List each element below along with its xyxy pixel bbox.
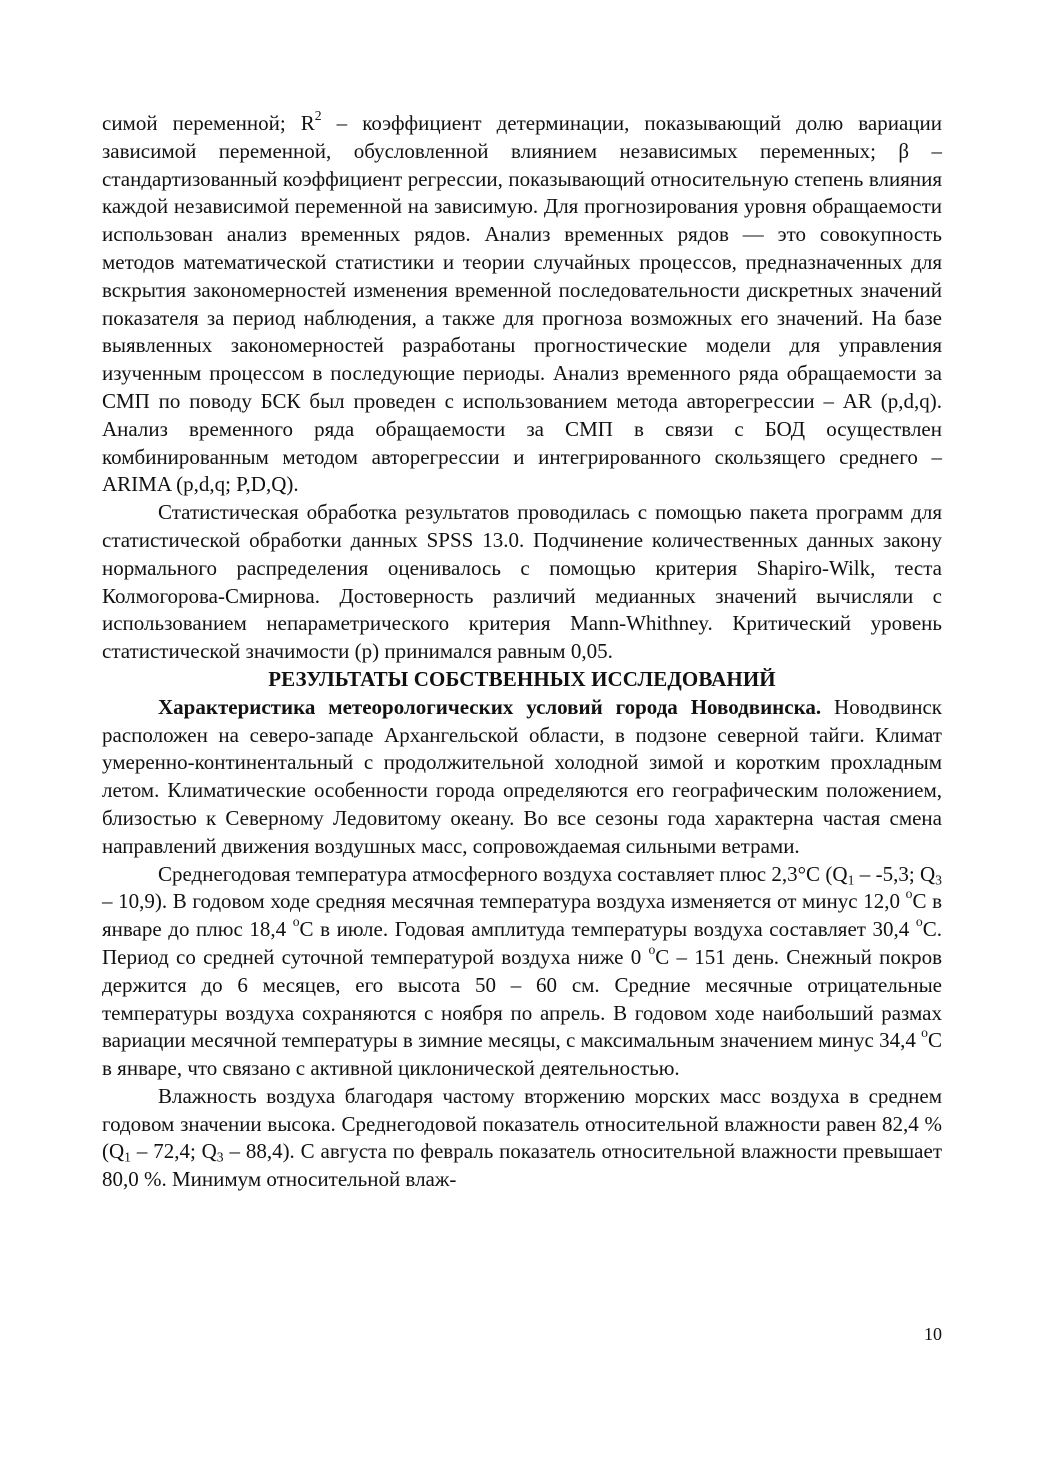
paragraph-climate — [102, 694, 942, 861]
paragraph-text: – 88,4). С августа по февраль показатель относительной влажности превышает 80,0 %. Минимум относительной влаж- — [102, 1139, 942, 1192]
paragraph-text: – коэффициент детерминации, показывающий долю вариации зависимой переменной, обусловленной влиянием независимых переменных; β – стандартизованный коэффициент регрессии, показывающий относительную степень влияния каждой независимой переменной на зависимую. Для прогнозирования уровня обращаемости использован анализ временных рядов. Анализ временных рядов — это совокупность методов математической статистики и теории случайных процессов, предназначенных для вскрытия закономерностей изменения временной последовательности дискретных значений показателя за период наблюдения, а также для прогноза возможных его значений. На базе выявленных закономерностей разработаны прогностические модели для управления изученным процессом в последующие периоды. Анализ временного ряда обращаемости за СМП по поводу БСК был проведен с использованием метода авторегрессии – AR (p,d,q). Анализ временного ряда обращаемости за СМП в связи с БОД осуществлен комбинированным методом авторегрессии и интегрированного скользящего среднего – ARIMA (p,d,q; P,D,Q). — [102, 111, 942, 497]
paragraph-text: Новодвинск расположен на северо-западе Архангельской области, в подзоне северной тайги. Климат умеренно-континентальный с продолжительной холодной зимой и коротким прохладным летом. Климатические особенности города определяются его географическим положением, близостью к Северному Ледовитому океану. Во все сезоны года характерна частая смена направлений движения воздушных масс, сопровождаемая сильными ветрами. — [102, 694, 942, 858]
paragraph-text: – 72,4; Q — [131, 1139, 217, 1164]
paragraph-text: С в январе до плюс 18,4 — [102, 889, 942, 942]
paragraph-text: С. Период со средней суточной температурой воздуха ниже 0 — [102, 917, 942, 969]
document-page — [102, 107, 942, 1194]
paragraph-statistics: Статистическая обработка результатов проводилась с помощью пакета программ для статистической обработки данных SPSS 13.0. Подчинение количественных данных закону нормального распределения оценивалось с помощью критерия Shapiro-Wilk, теста Колмогорова-Смирнова. Достоверность различий медианных значений вычисляли с использованием непараметрического критерия Mann-Whithney. Критический уровень статистической значимости (р) принимался равным 0,05. — [102, 500, 942, 664]
paragraph-temperature — [102, 861, 942, 1083]
paragraph-text: – -5,3; Q — [854, 861, 936, 886]
subscript: 3 — [935, 871, 942, 887]
paragraph-text: С – 151 день. Снежный покров держится до 6 месяцев, его высота 50 – 60 см. Средние месячные отрицательные температуры воздуха сохраняются с ноября по апрель. В годовом ходе наибольший размах вариации месячной температуры в зимние месяцы, с максимальным значением минус 34,4 — [102, 944, 942, 1053]
degree-superscript: о — [905, 886, 913, 902]
degree-superscript: о — [648, 941, 656, 957]
degree-superscript: о — [915, 913, 923, 929]
subsection-heading: Характеристика метеорологических условий города Новодвинска. — [158, 694, 822, 719]
degree-superscript: о — [292, 913, 300, 929]
section-heading: РЕЗУЛЬТАТЫ СОБСТВЕННЫХ ИССЛЕДОВАНИЙ — [268, 666, 776, 691]
superscript: 2 — [314, 107, 322, 123]
paragraph-text: Влажность воздуха благодаря частому вторжению морских масс воздуха в среднем годовом значении высока. Среднегодовой показатель относительной влажности равен 82,4 % (Q — [102, 1083, 942, 1164]
paragraph-regression — [102, 107, 942, 499]
subscript: 1 — [847, 871, 855, 887]
paragraph-text: – 10,9). В годовом ходе средняя месячная температура воздуха изменяется от минус 12,0 — [102, 889, 906, 914]
paragraph-humidity — [102, 1083, 942, 1194]
paragraph-text: С в июле. Годовая амплитуда температуры воздуха составляет 30,4 — [299, 917, 916, 942]
subscript: 3 — [216, 1149, 224, 1165]
degree-superscript: о — [921, 1025, 928, 1041]
subscript: 1 — [124, 1149, 131, 1165]
paragraph-text: С в январе, что связано с активной циклонической деятельностью. — [102, 1028, 942, 1081]
paragraph-text: симой переменной; R — [102, 111, 315, 135]
page-number: 10 — [924, 1324, 942, 1344]
paragraph-text: Среднегодовая температура атмосферного воздуха составляет плюс 2,3°С (Q — [158, 861, 848, 886]
